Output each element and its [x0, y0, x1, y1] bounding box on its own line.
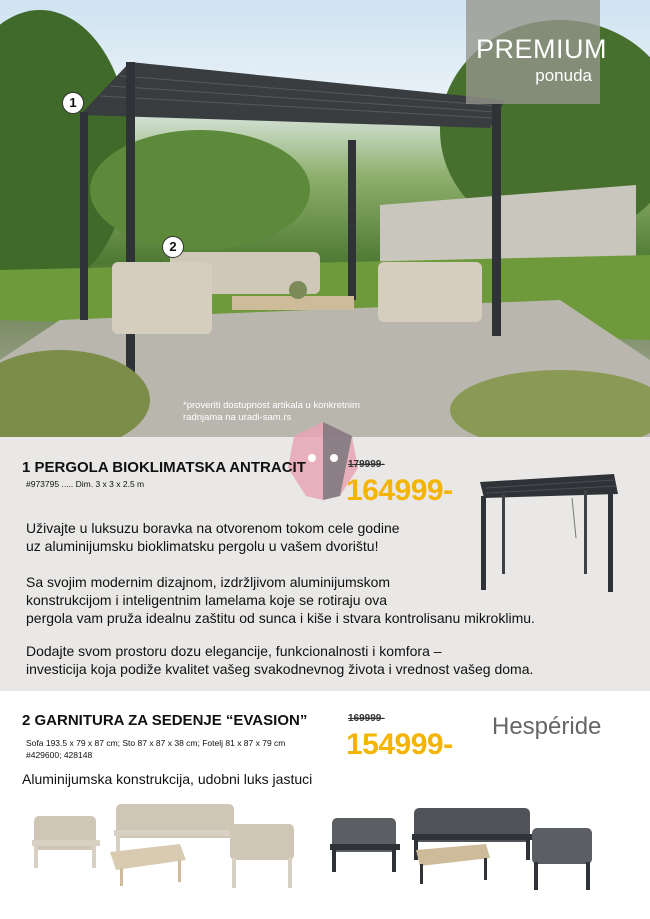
product1-paragraph-2	[26, 573, 535, 627]
marker-2: 2	[162, 236, 184, 258]
specs-dimensions: Sofa 193.5 x 79 x 87 cm; Sto 87 x 87 x 38 cm; Fotelj 81 x 87 x 79 cm	[26, 738, 286, 748]
premium-badge-subtitle: ponuda	[535, 66, 592, 85]
text-line: Dodajte svom prostoru dozu elegancije, funkcionalnosti i komfora –	[26, 643, 442, 659]
availability-note: *proveriti dostupnost artikala u konkretnim radnjama na uradi-sam.rs	[183, 400, 360, 423]
hero-photo	[0, 0, 650, 437]
specs-sku: #429600; 428148	[26, 750, 93, 760]
product2-new-price: 154999-	[346, 728, 453, 761]
furniture-set-anthracite-image	[328, 804, 598, 896]
product2-specs	[26, 737, 285, 761]
premium-badge-title: PREMIUM	[476, 34, 607, 64]
premium-badge	[466, 0, 607, 104]
text-line: konstrukcijom i inteligentnim lamelama koje se rotiraju ova	[26, 592, 388, 608]
product1-title: 1 PERGOLA BIOKLIMATSKA ANTRACIT	[22, 459, 306, 476]
text-line: Uživajte u luksuzu boravka na otvorenom tokom cele godine	[26, 520, 400, 536]
marker-1: 1	[62, 92, 84, 114]
product1-sku: #973795 ..... Dim. 3 x 3 x 2.5 m	[26, 479, 145, 489]
text-line: pergola vam pruža idealnu zaštitu od sunca i kiše i stvara kontrolisanu mikroklimu.	[26, 610, 535, 626]
product1-old-price: 179999-	[348, 459, 385, 470]
text-line: investicija koja podiže kvalitet vašeg svakodnevnog života i vrednost vašeg doma.	[26, 661, 534, 677]
product1-paragraph-3	[26, 642, 533, 678]
product1-new-price: 164999-	[346, 474, 453, 507]
brand-logo-hesperide: Hespéride	[492, 713, 602, 740]
text-line: uz aluminijumsku bioklimatsku pergolu u vašem dvorištu!	[26, 538, 379, 554]
product2-subtitle: Aluminijumska konstrukcija, udobni luks jastuci	[22, 771, 313, 787]
product2-old-price: 169999-	[348, 713, 385, 724]
text-line: Sa svojim modernim dizajnom, izdržljivom aluminijumskom	[26, 574, 391, 590]
product1-paragraph-1	[26, 519, 400, 555]
product2-title: 2 GARNITURA ZA SEDENJE “EVASION”	[22, 712, 308, 729]
furniture-set-beige-image	[30, 800, 300, 896]
